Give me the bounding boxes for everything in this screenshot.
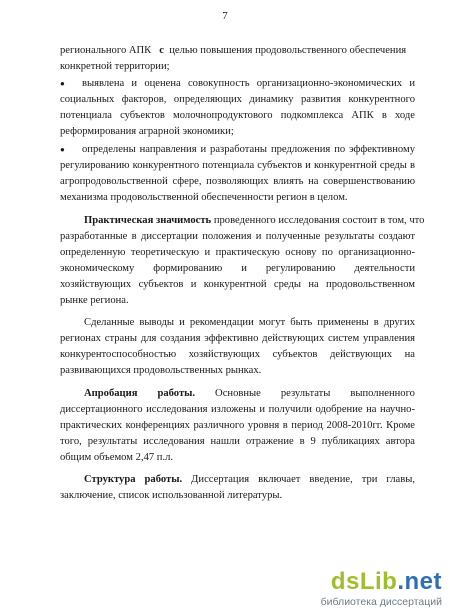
text-line: общим объемом 2,47 п.л. bbox=[60, 452, 174, 463]
text-line: экономическому формированию и регулированию деятельности bbox=[60, 263, 415, 274]
text-fragment-bold: с bbox=[159, 45, 164, 56]
text-fragment: регионального АПК bbox=[60, 45, 152, 56]
text-fragment: целью повышения продовольственного обеспечения bbox=[169, 45, 407, 56]
text-line: заключение, список использованной литературы. bbox=[60, 490, 283, 501]
text-line: диссертационного исследования изложены и получили одобрение на научно- bbox=[60, 404, 415, 415]
watermark-title bbox=[321, 570, 442, 594]
text-line bbox=[84, 388, 415, 400]
text-line: потенциала субъектов молочнопродуктового подкомплекса АПК в ходе bbox=[60, 110, 415, 121]
text-line: Сделанные выводы и рекомендации могут быть применены в других bbox=[84, 317, 415, 328]
text-line: того, результаты исследования нашли отражение в 9 публикациях автора bbox=[60, 436, 415, 447]
text-line: конкурентоспособностью хозяйствующих субъектов действующих на bbox=[60, 349, 415, 360]
watermark-logo bbox=[321, 570, 442, 608]
text-line: практических конференциях различного уровня в период 2008-2010гг. Кроме bbox=[60, 420, 415, 431]
text-line: определенную теоретическую и практическую основу по организационно- bbox=[60, 247, 415, 258]
section-heading: Практическая значимость bbox=[84, 215, 212, 226]
text-line: разработанные в диссертации положения и полученные результаты создают bbox=[60, 231, 415, 242]
watermark-title-part1: dsLib bbox=[330, 568, 398, 595]
text-line: развивающихся продовольственных рынках. bbox=[60, 365, 262, 376]
text-line: определены направления и разработаны предложения по эффективному bbox=[82, 144, 415, 155]
text-line: выявлена и оценена совокупность организационно-экономических и bbox=[82, 78, 415, 89]
text-line: реформирования аграрной экономики; bbox=[60, 126, 234, 137]
watermark-subtitle: библиотека диссертаций bbox=[320, 596, 442, 608]
bullet-icon: ● bbox=[60, 79, 65, 88]
text-line: регионах страны для создания эффективно действующих систем управления bbox=[60, 333, 415, 344]
text-line: конкретной территории; bbox=[60, 61, 170, 72]
text-fragment: Основные результаты выполненного bbox=[215, 388, 415, 399]
text-line: регулированию конкурентного потенциала субъектов и конкурентной среды в bbox=[60, 160, 415, 171]
bullet-icon: ● bbox=[60, 145, 65, 154]
text-line: рынке регионa. bbox=[60, 295, 129, 306]
text-line: механизма продовольственной обеспеченности регион в целом. bbox=[60, 192, 348, 203]
watermark-title-part2: .net bbox=[397, 568, 442, 595]
text-line: социальных факторов, определяющих динамику развития конкурентного bbox=[60, 94, 415, 105]
text-fragment: Диссертация включает введение, три главы, bbox=[191, 474, 415, 485]
text-fragment: проведенного исследования состоит в том, что bbox=[213, 215, 425, 226]
section-heading: Апробация работы. bbox=[84, 388, 196, 399]
text-line bbox=[60, 45, 406, 57]
text-line: хозяйствующих субъектов и конкурентной среды на продовольственном bbox=[60, 279, 415, 290]
text-line bbox=[84, 474, 415, 486]
page-number: 7 bbox=[222, 10, 228, 22]
text-line: агропродовольственной сфере, позволяющих влиять на совершенствованию bbox=[60, 176, 415, 187]
text-line bbox=[84, 215, 424, 227]
section-heading: Структура работы. bbox=[84, 474, 183, 485]
